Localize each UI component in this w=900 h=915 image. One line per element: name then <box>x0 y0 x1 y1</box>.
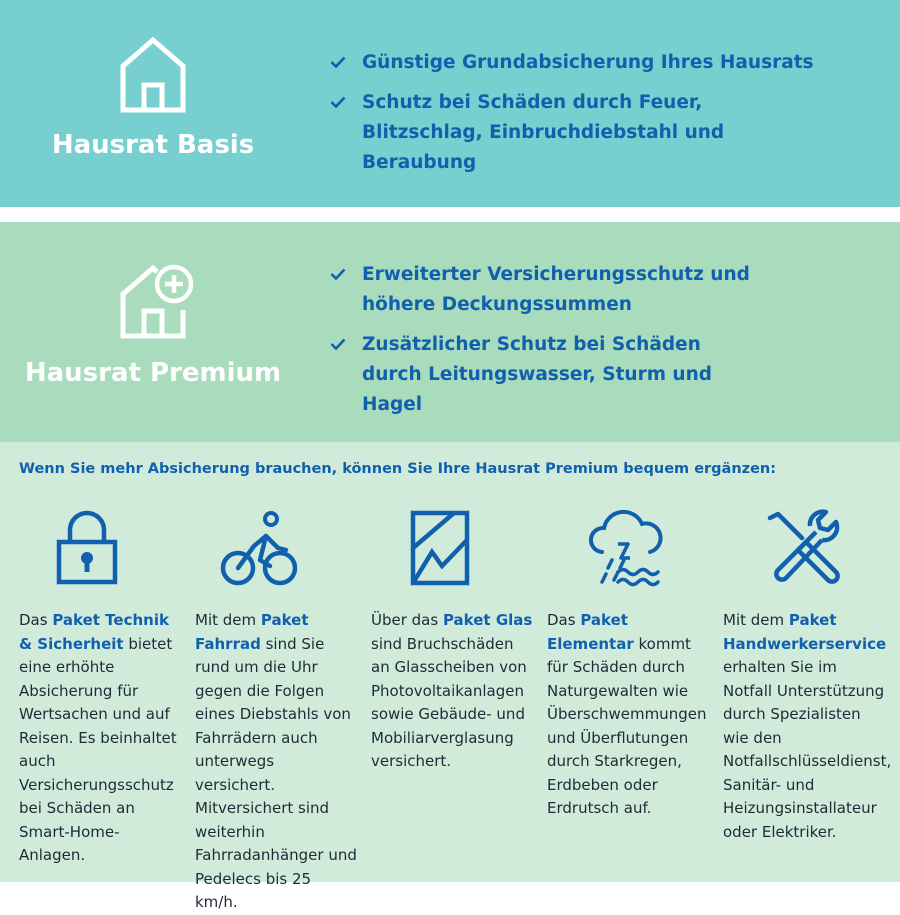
package-name: Paket Fahrrad <box>195 611 309 653</box>
bullet-text: Günstige Grundabsicherung Ihres Hausrats <box>362 52 814 73</box>
checkmark-icon <box>330 56 346 68</box>
package-name: Paket Elementar <box>547 611 634 653</box>
bullet-text: Erweiterter Versicherungsschutz und höhere Deckungssummen <box>362 264 750 315</box>
bullet-text: Schutz bei Schäden durch Feuer, Blitzschlag, Einbruchdiebstahl und Beraubung <box>362 92 725 173</box>
list-item <box>330 260 750 320</box>
storm-flood-icon <box>588 510 666 588</box>
list-item <box>330 88 820 178</box>
list-item <box>330 48 820 78</box>
broken-glass-icon <box>410 510 470 586</box>
checkmark-icon <box>330 96 346 108</box>
addon-description-fahrrad: Mit dem Paket Fahrrad sind Sie rund um die Uhr gegen die Folgen eines Diebstahls von Fahrrädern auch unterwegs versichert. Mitversichert sind weiterhin Fahrradanhänger und Pedelecs bis 25 km/h. <box>195 611 357 911</box>
addon-description-handwerker: Mit dem Paket Handwerkerservice erhalten Sie im Notfall Unterstützung durch Spezialisten wie den Notfallschlüsseldienst, Sanitär- und Heizungsinstallateur oder Elektriker. <box>723 611 892 841</box>
premium-section <box>0 222 900 442</box>
basis-title: Hausrat Basis <box>51 130 255 160</box>
checkmark-icon <box>330 338 346 350</box>
bullet-text: Zusätzlicher Schutz bei Schäden durch Leitungswasser, Sturm und Hagel <box>362 334 713 415</box>
premium-title: Hausrat Premium <box>24 358 282 388</box>
basis-section <box>0 0 900 207</box>
package-name: Paket Glas <box>442 611 533 629</box>
package-name: Paket Handwerkerservice <box>723 611 887 653</box>
house-plus-icon <box>118 258 200 338</box>
package-name: Paket Technik & Sicherheit <box>19 611 169 653</box>
list-item <box>330 330 750 420</box>
cyclist-icon <box>220 510 298 588</box>
house-icon <box>118 36 188 112</box>
basis-bullet-list <box>330 48 820 188</box>
addon-description-technik: Das Paket Technik & Sicherheit bietet eine erhöhte Absicherung für Wertsachen und auf Reisen. Es beinhaltet auch Versicherungsschutz bei Schäden an Smart-Home-Anlagen. <box>19 611 177 864</box>
premium-bullet-list <box>330 260 750 430</box>
addon-description-glas: Über das Paket Glas sind Bruchschäden an Glasscheiben von Photovoltaikanlagen sowie Gebäude- und Mobiliarverglasung versichert. <box>371 611 533 770</box>
tools-icon <box>766 510 844 588</box>
addon-description-elementar: Das Paket Elementar kommt für Schäden durch Naturgewalten wie Überschwemmungen und Überflutungen durch Starkregen, Erdbeben oder Erdrutsch auf. <box>547 611 707 817</box>
padlock-icon <box>56 510 118 586</box>
addons-intro: Wenn Sie mehr Absicherung brauchen, können Sie Ihre Hausrat Premium bequem ergänzen: <box>19 461 777 477</box>
checkmark-icon <box>330 268 346 280</box>
